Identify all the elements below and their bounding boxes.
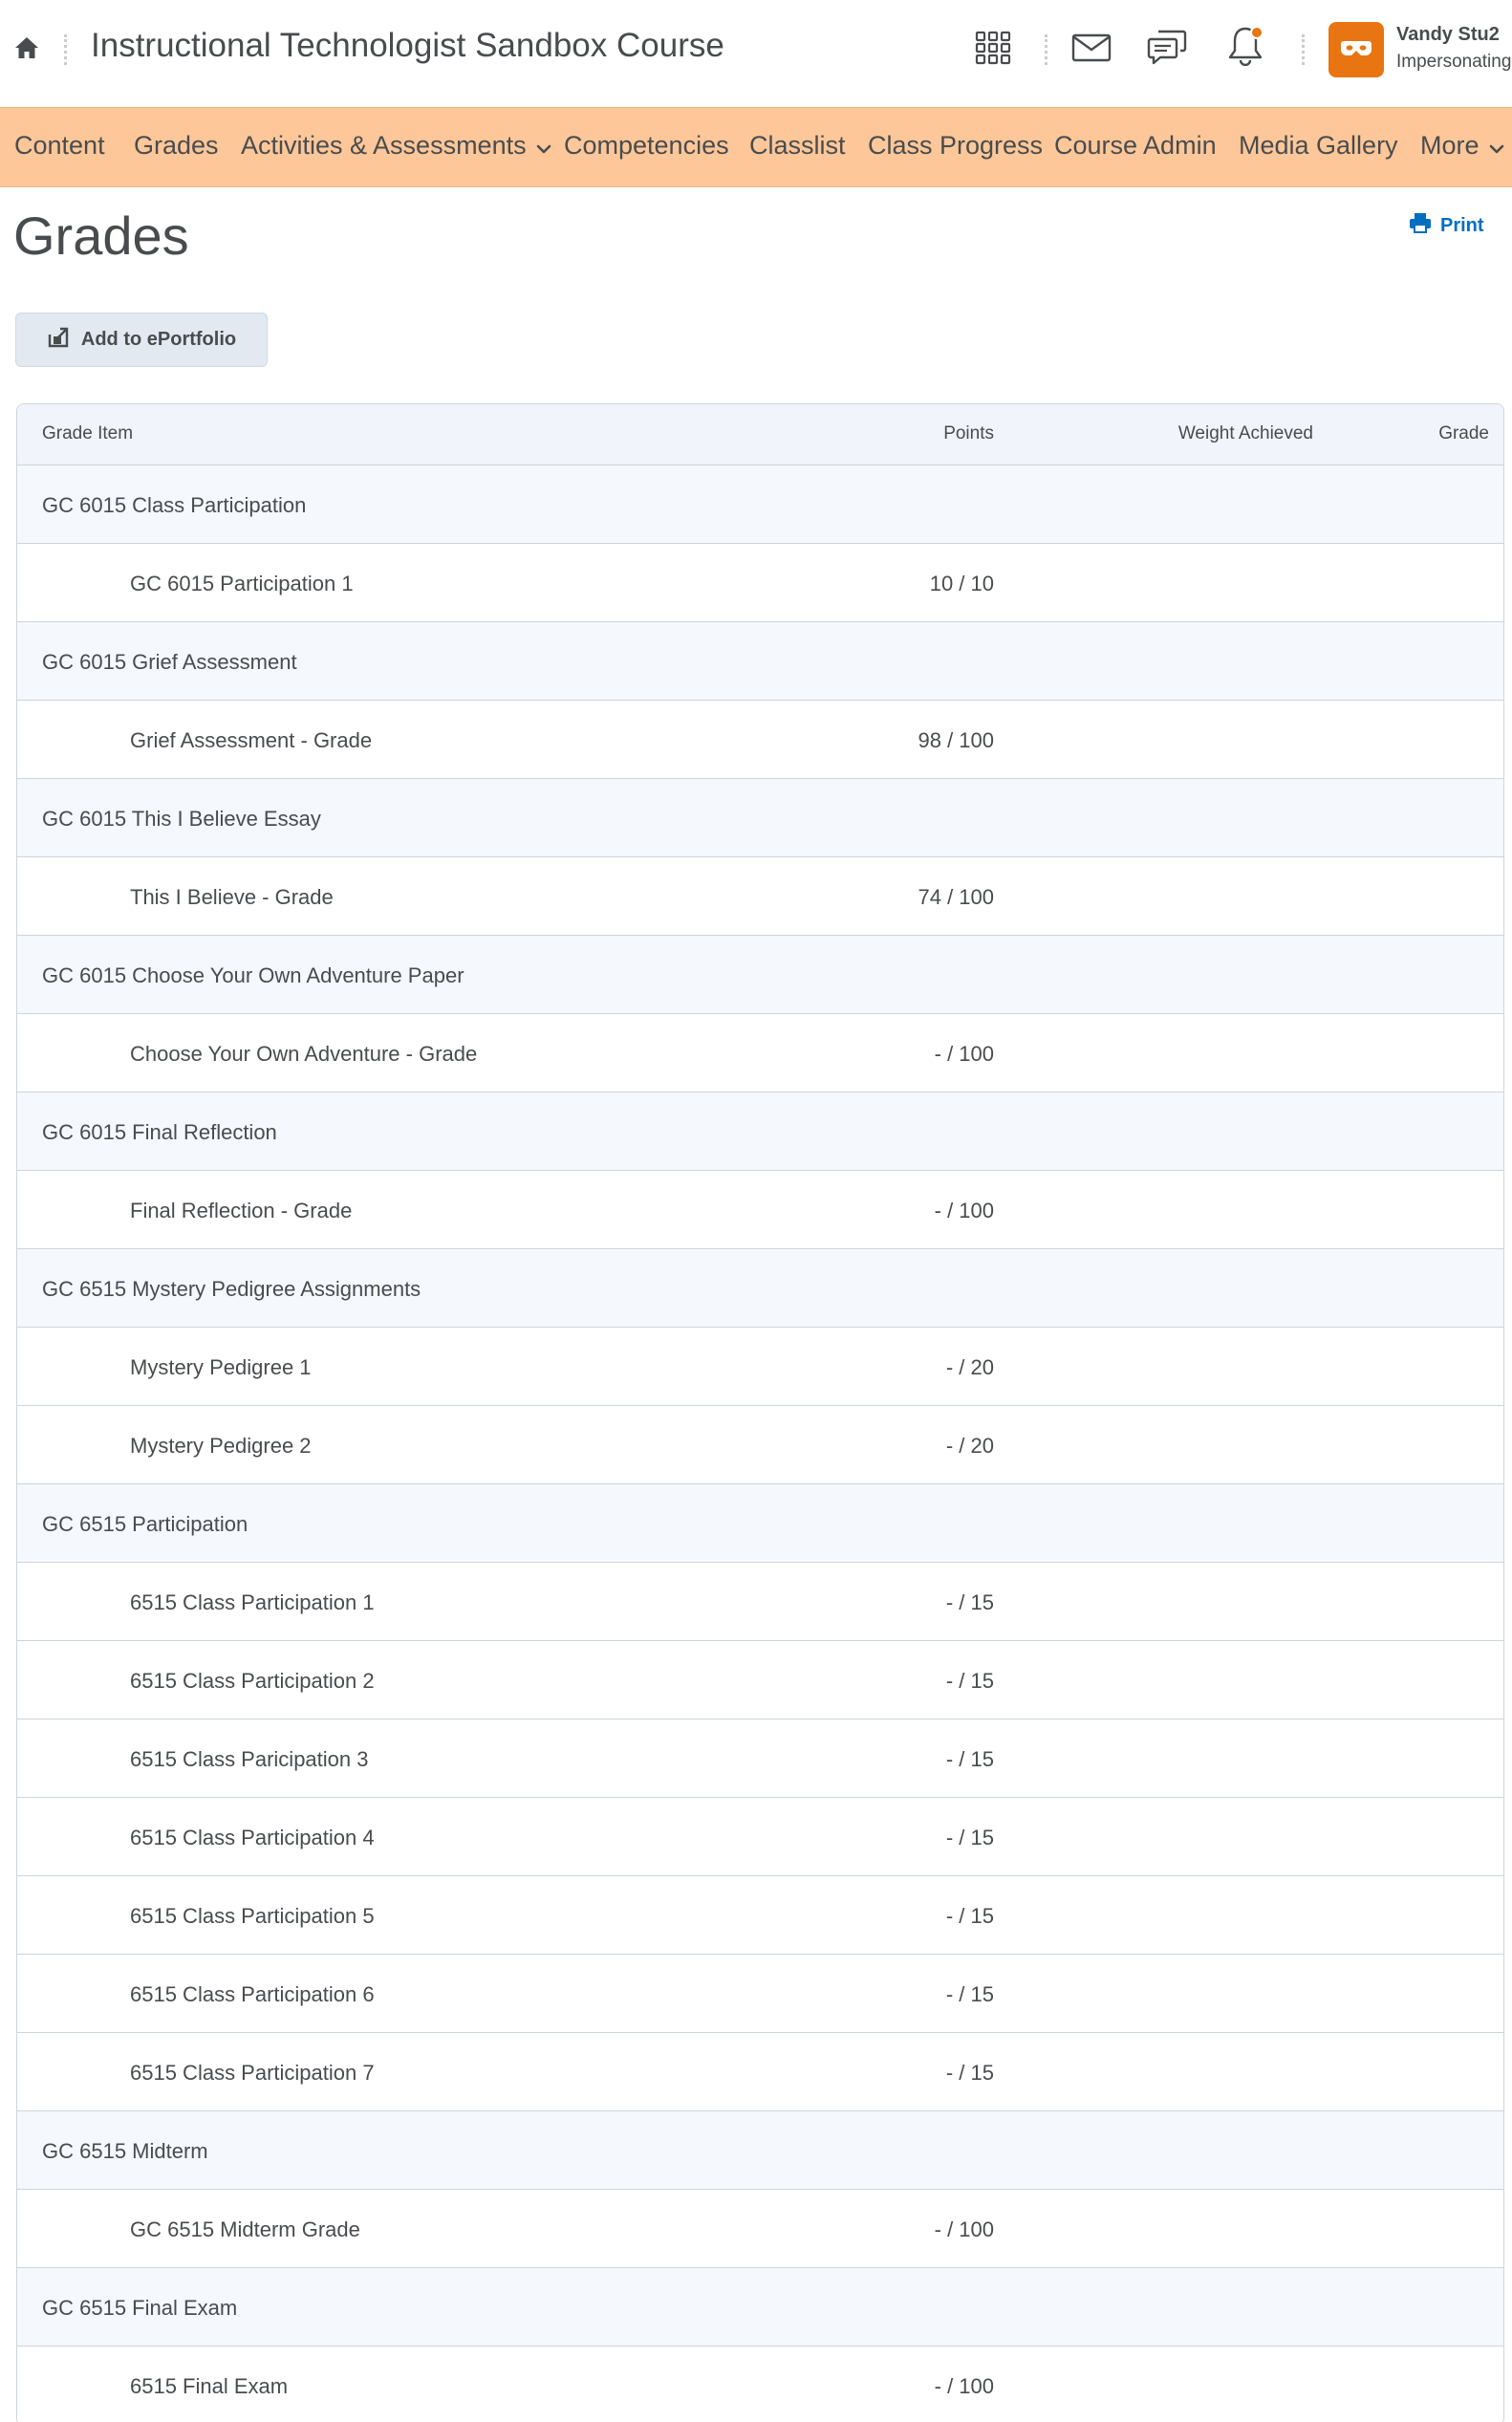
nav-item-media-gallery[interactable] <box>1239 131 1398 161</box>
grade-item-name: This I Believe - Grade <box>130 885 334 909</box>
category-name: GC 6015 Choose Your Own Adventure Paper <box>42 963 464 987</box>
eportfolio-icon <box>47 326 81 355</box>
nav-item-activities-assessments[interactable] <box>241 131 551 161</box>
points-value: - / 100 <box>934 2374 994 2398</box>
print-label: Print <box>1440 214 1484 236</box>
nav-item-competencies[interactable] <box>564 131 729 161</box>
points-value: - / 15 <box>945 1590 994 1614</box>
grade-item-row <box>17 2033 1503 2111</box>
points-value: - / 15 <box>945 1982 994 2006</box>
category-row <box>17 465 1503 544</box>
grade-item-name: Mystery Pedigree 1 <box>130 1355 312 1379</box>
nav-item-content[interactable] <box>14 131 105 161</box>
category-name: GC 6015 Grief Assessment <box>42 650 297 674</box>
chevron-down-icon <box>1489 131 1504 161</box>
grade-item-row <box>17 1563 1503 1641</box>
nav-label: Grades <box>134 131 219 160</box>
category-name: GC 6015 Class Participation <box>42 493 307 517</box>
nav-label: Course Admin <box>1054 131 1217 160</box>
nav-label: Media Gallery <box>1239 131 1398 160</box>
mail-icon <box>1071 33 1112 67</box>
user-role: Impersonating <box>1396 52 1512 72</box>
points-value: - / 15 <box>945 2061 994 2085</box>
grade-item-name: 6515 Class Participation 6 <box>130 1982 375 2006</box>
grade-item-name: GC 6015 Participation 1 <box>130 572 354 595</box>
course-title[interactable]: Instructional Technologist Sandbox Course <box>91 27 724 64</box>
grade-item-row <box>17 2190 1503 2268</box>
message-alerts-button[interactable] <box>1069 27 1114 73</box>
grade-item-row <box>17 1955 1503 2033</box>
top-header <box>0 0 1512 107</box>
subscription-alerts-button[interactable] <box>1144 27 1190 73</box>
update-alerts-button[interactable] <box>1222 25 1268 71</box>
points-value: 98 / 100 <box>918 728 994 752</box>
chat-icon <box>1147 30 1187 71</box>
grade-item-row <box>17 1328 1503 1406</box>
column-header-grade-item: Grade Item <box>42 423 134 443</box>
eportfolio-label: Add to ePortfolio <box>80 329 237 350</box>
column-header-grade: Grade <box>1438 423 1489 443</box>
points-value: - / 20 <box>945 1355 994 1379</box>
header-divider <box>64 34 67 65</box>
grade-item-row <box>17 1876 1503 1955</box>
category-name: GC 6515 Midterm <box>42 2139 208 2163</box>
nav-item-course-admin[interactable] <box>1054 131 1217 161</box>
table-header <box>17 404 1503 465</box>
category-name: GC 6015 This I Believe Essay <box>42 807 321 831</box>
app-grid-icon <box>975 31 1011 70</box>
category-name: GC 6515 Mystery Pedigree Assignments <box>42 1277 421 1301</box>
grade-item-name: 6515 Class Participation 2 <box>130 1669 375 1693</box>
grade-item-row <box>17 2346 1503 2422</box>
grade-item-name: Mystery Pedigree 2 <box>130 1434 312 1458</box>
nav-item-grades[interactable] <box>134 131 219 161</box>
grade-item-name: 6515 Class Participation 4 <box>130 1826 375 1849</box>
grade-item-row <box>17 1406 1503 1484</box>
course-navbar <box>0 107 1512 187</box>
header-divider <box>1045 34 1048 65</box>
grade-item-row <box>17 1719 1503 1798</box>
grade-item-row <box>17 1641 1503 1719</box>
nav-label: Activities & Assessments <box>241 131 527 160</box>
grade-item-row <box>17 1798 1503 1876</box>
nav-label: Classlist <box>749 131 846 160</box>
column-header-points: Points <box>943 423 994 443</box>
printer-icon <box>1409 212 1440 239</box>
category-row <box>17 1249 1503 1328</box>
category-name: GC 6015 Final Reflection <box>42 1120 277 1144</box>
grades-table <box>16 403 1504 2422</box>
nav-label: More <box>1420 131 1480 160</box>
points-value: - / 100 <box>934 2217 994 2241</box>
grade-item-row <box>17 1014 1503 1092</box>
grade-item-row <box>17 857 1503 936</box>
grade-item-name: GC 6515 Midterm Grade <box>130 2217 360 2241</box>
points-value: 10 / 10 <box>929 572 994 595</box>
impersonation-avatar[interactable] <box>1328 22 1384 77</box>
grade-item-name: Final Reflection - Grade <box>130 1199 353 1222</box>
table-body <box>17 465 1503 2422</box>
points-value: - / 15 <box>945 1826 994 1849</box>
home-button[interactable] <box>10 32 44 67</box>
nav-item-more[interactable] <box>1420 131 1504 161</box>
points-value: - / 15 <box>945 1904 994 1928</box>
print-button[interactable] <box>1409 212 1484 239</box>
grade-item-name: 6515 Class Participation 5 <box>130 1904 375 1928</box>
category-row <box>17 1484 1503 1563</box>
points-value: 74 / 100 <box>918 885 994 909</box>
header-divider <box>1302 34 1305 65</box>
category-name: GC 6515 Participation <box>42 1512 248 1536</box>
mask-icon <box>1340 39 1372 61</box>
nav-label: Competencies <box>564 131 729 160</box>
column-header-weight-achieved: Weight Achieved <box>1177 423 1313 443</box>
grade-item-name: 6515 Class Participation 1 <box>130 1590 375 1614</box>
home-icon <box>14 36 39 64</box>
points-value: - / 20 <box>945 1434 994 1458</box>
nav-label: Class Progress <box>868 131 1044 160</box>
add-to-eportfolio-button[interactable] <box>15 313 268 367</box>
grade-item-row <box>17 701 1503 779</box>
category-row <box>17 2268 1503 2346</box>
nav-item-class-progress[interactable] <box>868 131 1043 161</box>
grade-item-row <box>17 1171 1503 1249</box>
category-row <box>17 622 1503 701</box>
course-selector-button[interactable] <box>970 27 1016 73</box>
category-row <box>17 779 1503 857</box>
points-value: - / 15 <box>945 1669 994 1693</box>
chevron-down-icon <box>536 131 551 161</box>
grade-item-name: Grief Assessment - Grade <box>130 728 373 752</box>
points-value: - / 100 <box>934 1199 994 1222</box>
grade-item-name: Choose Your Own Adventure - Grade <box>130 1042 478 1066</box>
category-row <box>17 1092 1503 1171</box>
grade-item-row <box>17 544 1503 622</box>
nav-item-classlist[interactable] <box>749 131 846 161</box>
grade-item-name: 6515 Class Participation 7 <box>130 2061 375 2085</box>
user-name[interactable]: Vandy Stu2 <box>1396 24 1500 45</box>
points-value: - / 100 <box>934 1042 994 1066</box>
grade-item-name: 6515 Final Exam <box>130 2374 289 2398</box>
category-row <box>17 2111 1503 2190</box>
points-value: - / 15 <box>945 1747 994 1771</box>
category-name: GC 6515 Final Exam <box>42 2296 238 2320</box>
page-title: Grades <box>13 205 189 266</box>
notification-dot <box>1250 26 1264 39</box>
nav-label: Content <box>14 131 105 160</box>
grade-item-name: 6515 Class Paricipation 3 <box>130 1747 369 1771</box>
category-row <box>17 936 1503 1014</box>
